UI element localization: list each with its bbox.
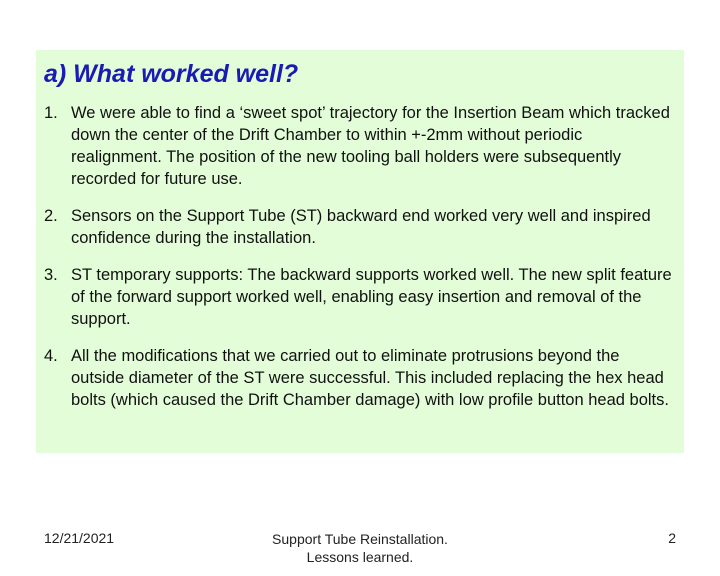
footer-title bbox=[210, 530, 510, 566]
list-item-number: 1. bbox=[44, 104, 58, 122]
list-item-number: 4. bbox=[44, 347, 58, 365]
numbered-list bbox=[44, 102, 676, 426]
list-item-number: 2. bbox=[44, 207, 58, 225]
content-box bbox=[36, 50, 684, 453]
list-item-text: All the modifications that we carried out to eliminate protrusions beyond the outside diameter of the ST were successful. This included replacing the hex head bolts (which caused the Drift Chamber damage) with low profile button head bolts. bbox=[71, 347, 669, 409]
list-item-text: ST temporary supports: The backward supports worked well. The new split feature of the forward support worked well, enabling easy insertion and removal of the support. bbox=[71, 266, 672, 328]
list-item bbox=[44, 264, 676, 330]
footer-title-line-1: Support Tube Reinstallation. bbox=[272, 531, 448, 547]
footer-date: 12/21/2021 bbox=[44, 530, 115, 546]
list-item bbox=[44, 102, 676, 190]
slide-title: a) What worked well? bbox=[44, 60, 299, 88]
list-item-number: 3. bbox=[44, 266, 58, 284]
footer-title-line-2: Lessons learned. bbox=[306, 549, 414, 565]
list-item bbox=[44, 345, 676, 411]
page-number: 2 bbox=[668, 530, 676, 546]
list-item bbox=[44, 205, 676, 249]
list-item-text: We were able to find a ‘sweet spot’ trajectory for the Insertion Beam which tracked down the center of the Drift Chamber to within +-2mm without periodic realignment. The position of the new tooling ball holders were subsequently recorded for future use. bbox=[71, 104, 670, 188]
list-item-text: Sensors on the Support Tube (ST) backward end worked very well and inspired confidence during the installation. bbox=[71, 207, 651, 247]
